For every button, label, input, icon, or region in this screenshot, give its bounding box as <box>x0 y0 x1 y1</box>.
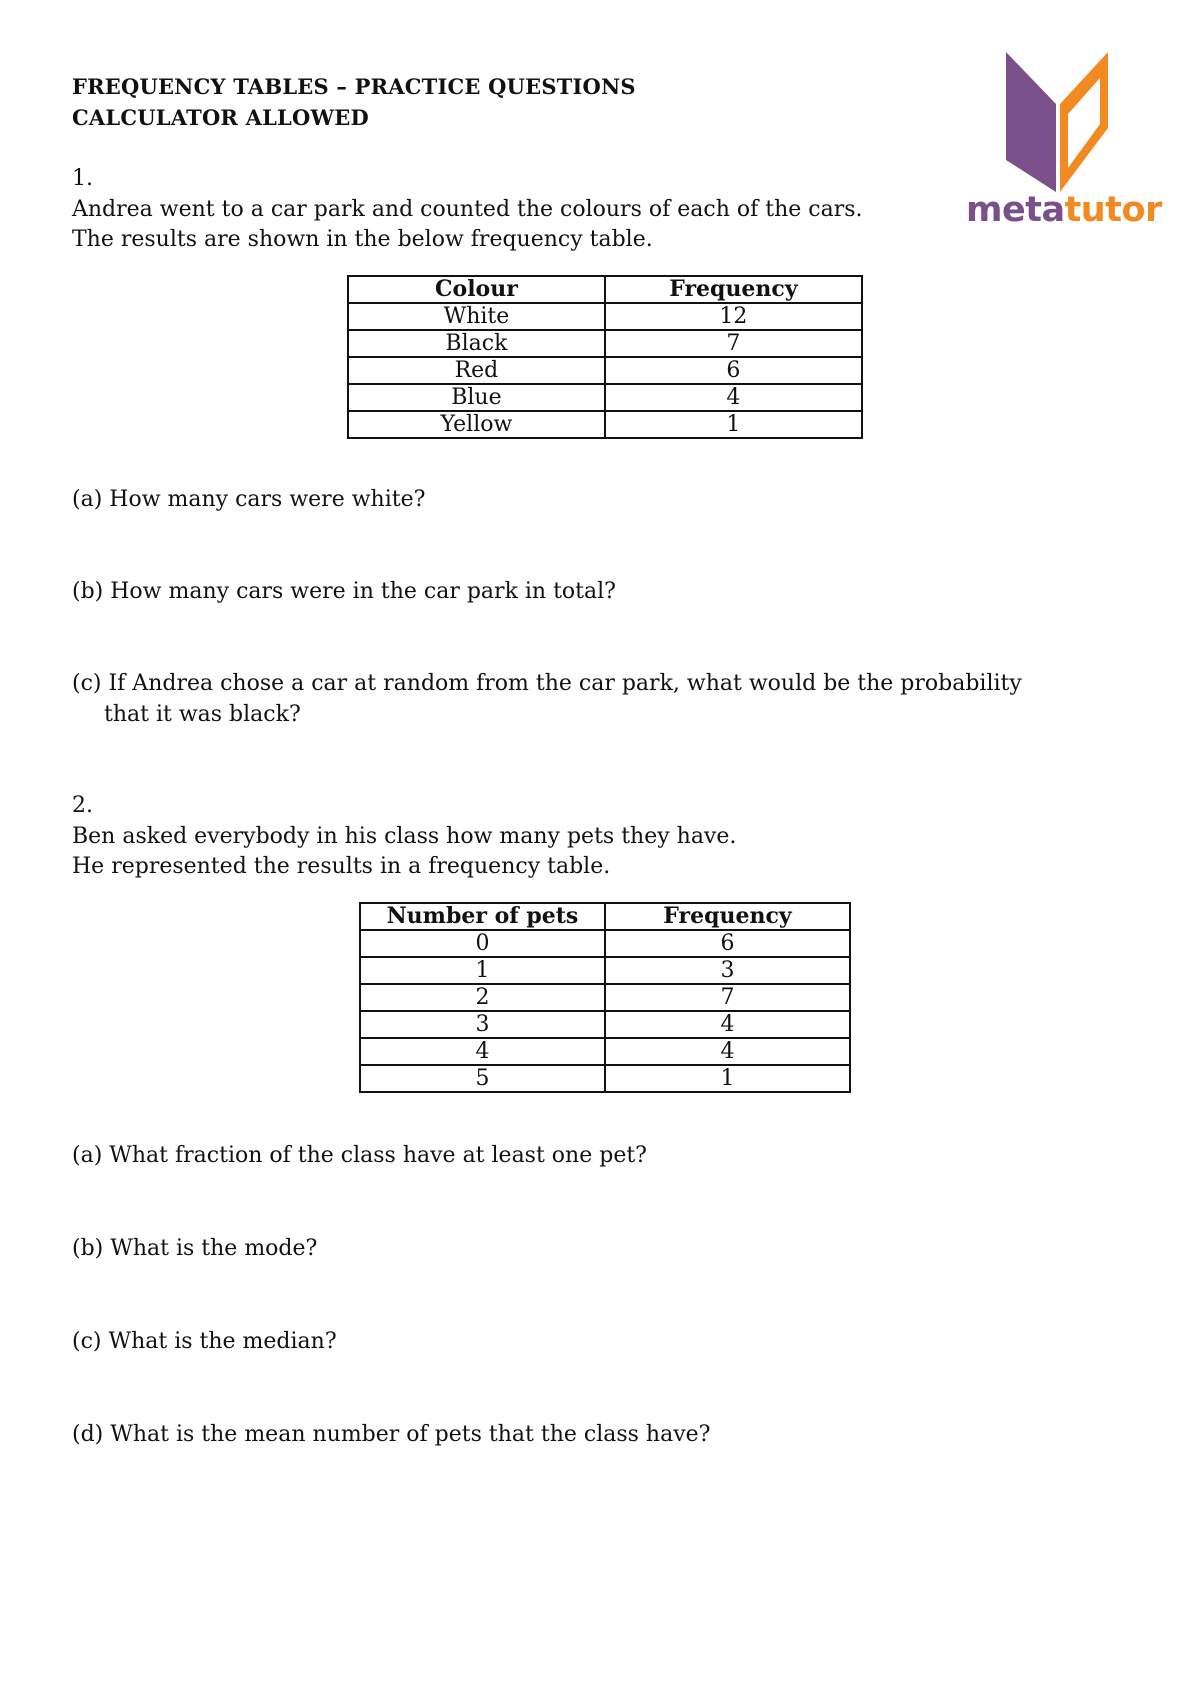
table-cell: White <box>348 303 605 330</box>
question-2-intro-line1: Ben asked everybody in his class how many pets they have. <box>72 824 737 849</box>
question-1-part-b: (b) How many cars were in the car park in total? <box>72 579 616 604</box>
table-cell: Black <box>348 330 605 357</box>
table-row <box>360 1065 850 1092</box>
table-cell: 6 <box>605 930 850 957</box>
table-header-row <box>360 903 850 930</box>
table-cell: 2 <box>360 984 605 1011</box>
shield-book-icon <box>1004 52 1114 192</box>
table-header-frequency: Frequency <box>605 276 862 303</box>
table-cell: 5 <box>360 1065 605 1092</box>
pets-frequency-table <box>359 902 851 1093</box>
car-colour-frequency-table <box>347 275 863 439</box>
table-cell: Blue <box>348 384 605 411</box>
table-header-row <box>348 276 862 303</box>
question-2-intro-line2: He represented the results in a frequency table. <box>72 854 611 879</box>
question-2-part-c: (c) What is the median? <box>72 1329 337 1354</box>
table-header-colour: Colour <box>348 276 605 303</box>
question-1-part-a: (a) How many cars were white? <box>72 487 426 512</box>
metatutor-logo <box>966 52 1162 232</box>
question-2-part-b: (b) What is the mode? <box>72 1236 318 1261</box>
question-1-intro-line1: Andrea went to a car park and counted the colours of each of the cars. <box>72 197 863 222</box>
table-row <box>360 1038 850 1065</box>
table-cell: 7 <box>605 330 862 357</box>
logo-text-tutor: tutor <box>1064 190 1162 230</box>
table-row <box>348 330 862 357</box>
table-cell: 7 <box>605 984 850 1011</box>
question-1-number: 1. <box>72 166 93 191</box>
table-row <box>348 411 862 438</box>
table-cell: 3 <box>605 957 850 984</box>
table-cell: 4 <box>605 1011 850 1038</box>
table-cell: 4 <box>360 1038 605 1065</box>
table-row <box>348 303 862 330</box>
table-cell: 1 <box>605 1065 850 1092</box>
logo-wordmark <box>966 190 1162 230</box>
table-cell: 1 <box>605 411 862 438</box>
table-cell: Yellow <box>348 411 605 438</box>
worksheet-title: FREQUENCY TABLES – PRACTICE QUESTIONS <box>72 74 636 99</box>
worksheet-subtitle: CALCULATOR ALLOWED <box>72 105 369 130</box>
table-row <box>360 984 850 1011</box>
question-2-part-d: (d) What is the mean number of pets that the class have? <box>72 1422 711 1447</box>
table-row <box>360 1011 850 1038</box>
table-cell: 0 <box>360 930 605 957</box>
table-cell: 1 <box>360 957 605 984</box>
table-cell: 6 <box>605 357 862 384</box>
table-row <box>360 930 850 957</box>
table-cell: Red <box>348 357 605 384</box>
table-cell: 4 <box>605 384 862 411</box>
table-row <box>348 384 862 411</box>
table-cell: 3 <box>360 1011 605 1038</box>
table-row <box>360 957 850 984</box>
table-cell: 4 <box>605 1038 850 1065</box>
question-1-intro-line2: The results are shown in the below frequency table. <box>72 227 653 252</box>
question-2-number: 2. <box>72 793 93 818</box>
logo-text-meta: meta <box>966 190 1065 230</box>
question-1-part-c-line2: that it was black? <box>104 702 301 727</box>
question-2-part-a: (a) What fraction of the class have at least one pet? <box>72 1143 647 1168</box>
table-header-frequency: Frequency <box>605 903 850 930</box>
table-row <box>348 357 862 384</box>
question-1-part-c-line1: (c) If Andrea chose a car at random from the car park, what would be the probability <box>72 671 1022 696</box>
table-header-number-of-pets: Number of pets <box>360 903 605 930</box>
table-cell: 12 <box>605 303 862 330</box>
